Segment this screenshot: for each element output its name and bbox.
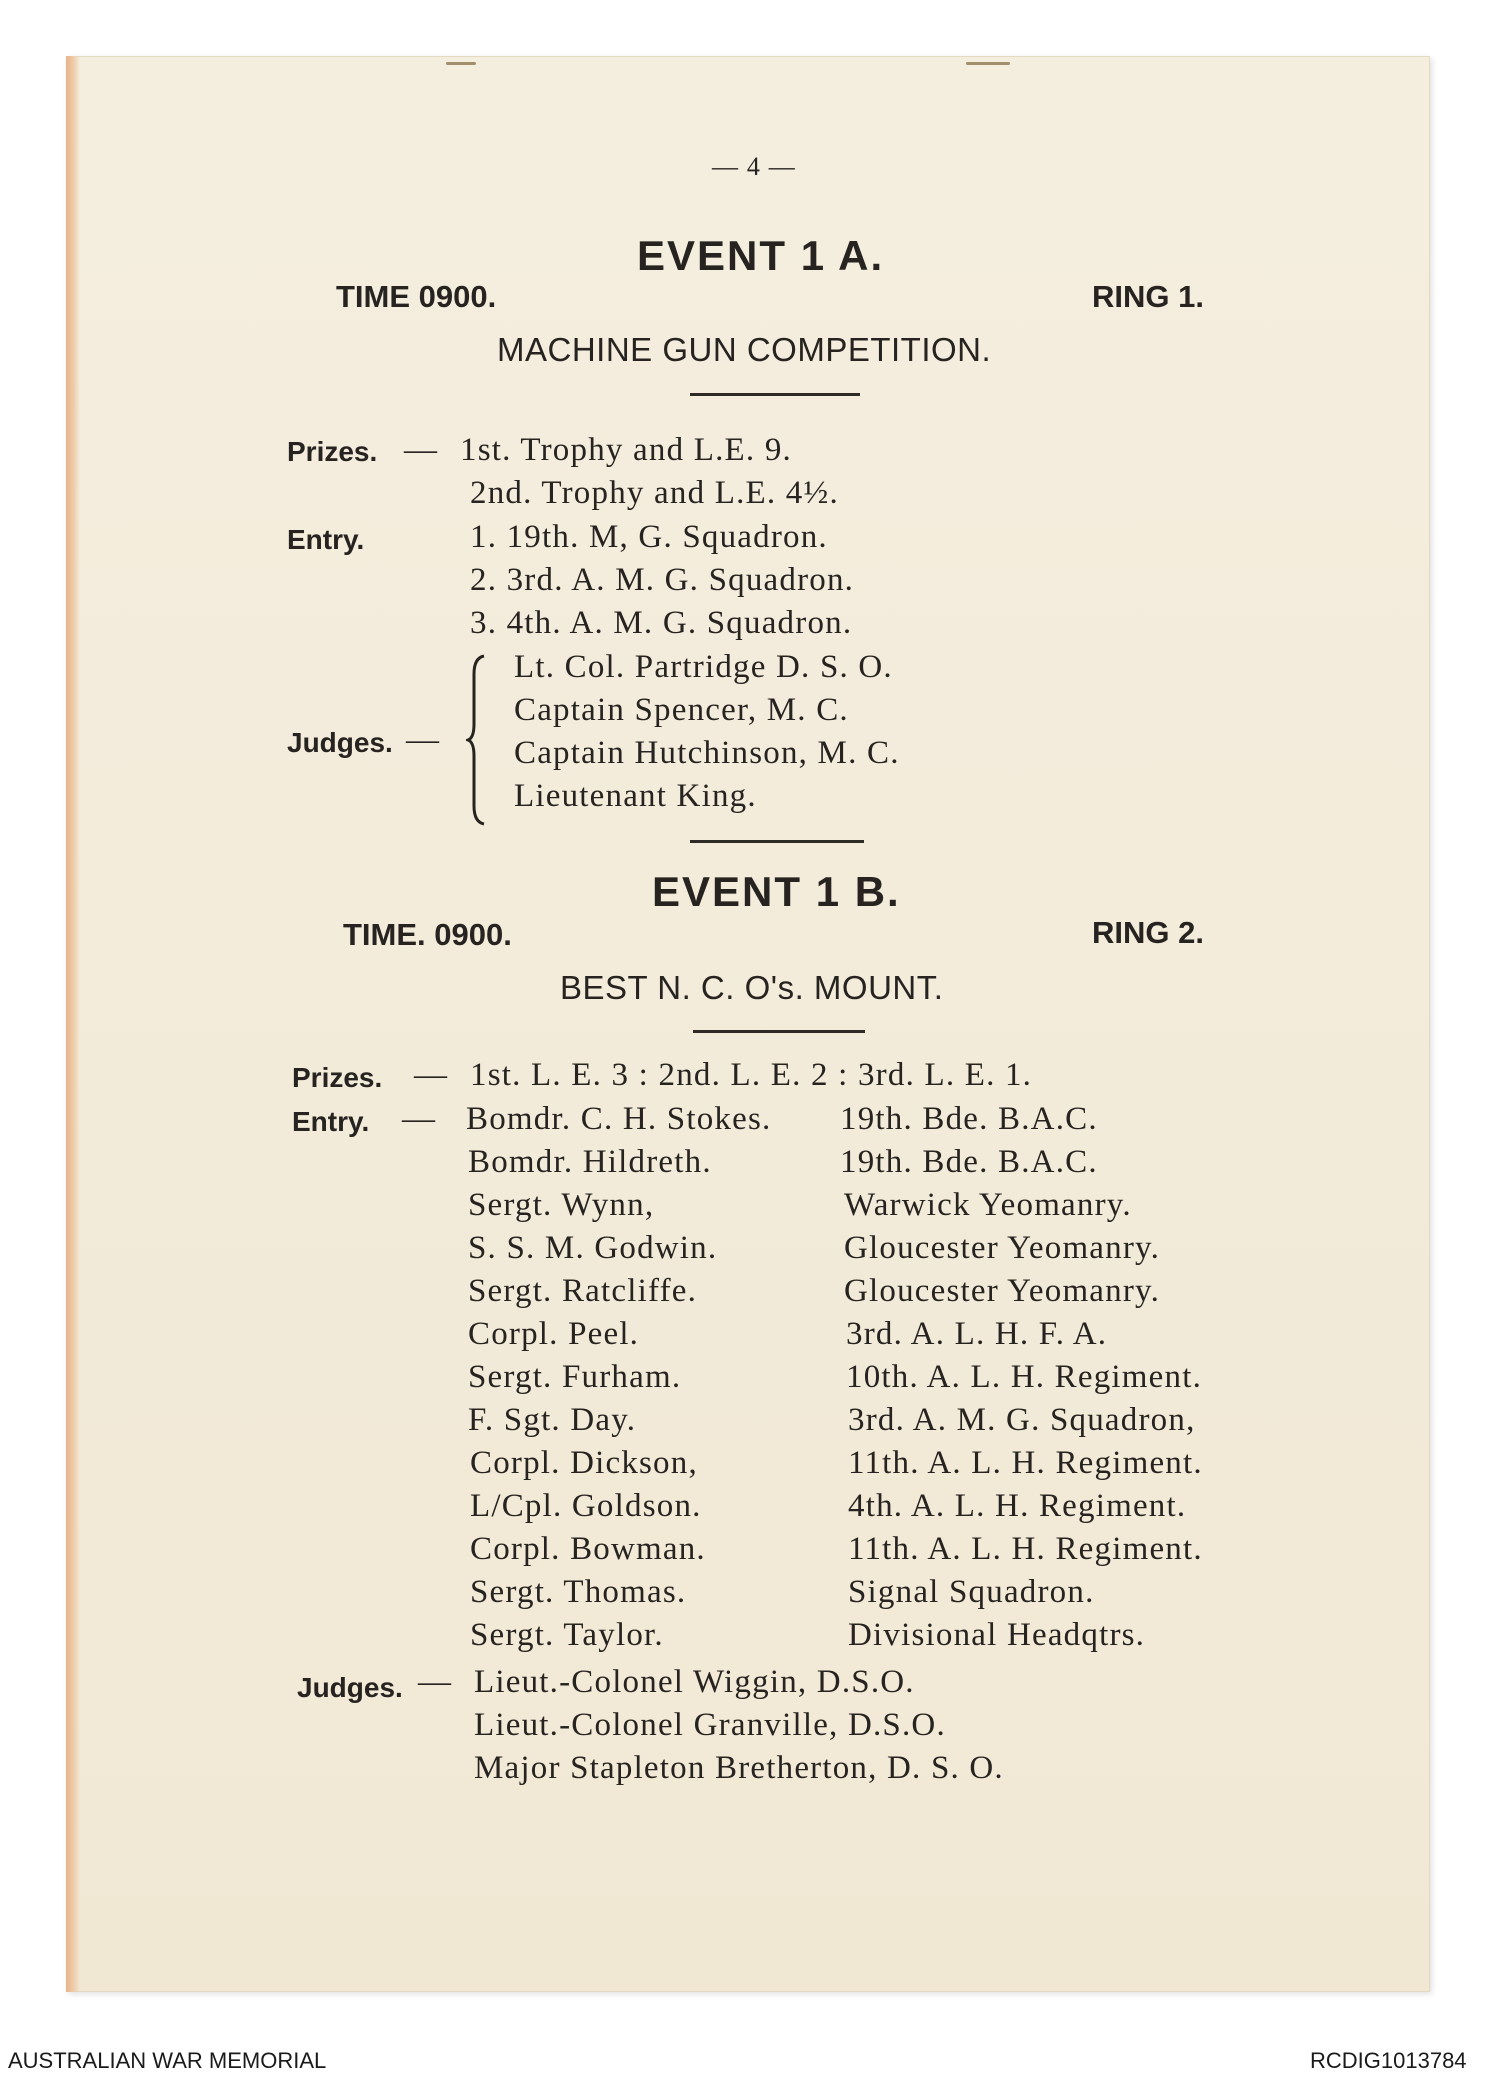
event-1a-time: TIME 0900. [336,279,497,314]
entry-unit: Signal Squadron. [848,1574,1095,1610]
event-1a-ring: RING 1. [1092,279,1204,314]
entry-unit: 19th. Bde. B.A.C. [840,1144,1098,1180]
entry-name: Bomdr. Hildreth. [468,1144,712,1180]
event-1a-competition: MACHINE GUN COMPETITION. [497,331,992,368]
dash: — [404,432,439,468]
judges-label: Judges. [297,1672,403,1703]
entry-name: Sergt. Ratcliffe. [468,1273,698,1309]
prize-line: 2nd. Trophy and L.E. 4½. [470,475,839,511]
judge-name: Lieut.-Colonel Granville, D.S.O. [474,1707,946,1743]
entry-unit: Gloucester Yeomanry. [844,1230,1161,1266]
entry-name: Corpl. Dickson, [470,1445,698,1481]
entry-label: Entry. [287,524,365,555]
judge-name: Lieutenant King. [514,778,757,814]
entry-unit: Warwick Yeomanry. [844,1187,1132,1223]
entry-name: L/Cpl. Goldson. [470,1488,702,1524]
divider [690,840,864,843]
entry-name: Sergt. Furham. [468,1359,682,1395]
entry-name: Sergt. Thomas. [470,1574,687,1610]
prizes-label: Prizes. [287,436,378,467]
staple-mark [966,62,1010,65]
dash: — [414,1057,449,1093]
judges-label: Judges. [287,727,393,758]
page-edge [66,56,80,1992]
divider [690,393,860,396]
entry-name: S. S. M. Godwin. [468,1230,718,1266]
prize-line: 1st. L. E. 3 : 2nd. L. E. 2 : 3rd. L. E. 1. [470,1057,1033,1093]
entry-line: 3. 4th. A. M. G. Squadron. [470,605,853,641]
judge-name: Captain Hutchinson, M. C. [514,735,900,771]
event-1b-title: EVENT 1 B. [652,868,901,915]
entry-unit: 4th. A. L. H. Regiment. [848,1488,1187,1524]
entry-label: Entry. [292,1106,370,1137]
staple-mark [446,62,476,65]
judges-brace [466,654,490,826]
entry-unit: 11th. A. L. H. Regiment. [848,1445,1203,1481]
entry-name: Sergt. Wynn, [468,1187,655,1223]
prize-line: 1st. Trophy and L.E. 9. [460,432,792,468]
event-1b-ring: RING 2. [1092,915,1204,950]
dash: — [418,1664,453,1700]
event-1b-time: TIME. 0900. [343,917,512,952]
entry-unit: 10th. A. L. H. Regiment. [846,1359,1203,1395]
entry-unit: 3rd. A. L. H. F. A. [846,1316,1108,1352]
dash: — [402,1101,437,1137]
footer-source: AUSTRALIAN WAR MEMORIAL [8,2048,327,2073]
entry-name: Corpl. Bowman. [470,1531,706,1567]
prizes-label: Prizes. [292,1062,383,1093]
divider [693,1030,865,1033]
entry-unit: Gloucester Yeomanry. [844,1273,1161,1309]
entry-line: 1. 19th. M, G. Squadron. [470,519,828,555]
judge-name: Major Stapleton Bretherton, D. S. O. [474,1750,1004,1786]
entry-name: Corpl. Peel. [468,1316,640,1352]
entry-unit: 11th. A. L. H. Regiment. [848,1531,1203,1567]
event-1a-title: EVENT 1 A. [637,232,885,279]
entry-name: Bomdr. C. H. Stokes. [466,1101,772,1137]
judge-name: Lt. Col. Partridge D. S. O. [514,649,893,685]
dash: — [406,722,441,758]
footer-id: RCDIG1013784 [1310,2048,1467,2073]
entry-name: F. Sgt. Day. [468,1402,637,1438]
page-number: — 4 — [712,152,796,181]
judge-name: Lieut.-Colonel Wiggin, D.S.O. [474,1664,915,1700]
entry-name: Sergt. Taylor. [470,1617,664,1653]
entry-unit: Divisional Headqtrs. [848,1617,1146,1653]
entry-unit: 19th. Bde. B.A.C. [840,1101,1098,1137]
entry-line: 2. 3rd. A. M. G. Squadron. [470,562,855,598]
event-1b-competition: BEST N. C. O's. MOUNT. [560,969,944,1006]
judge-name: Captain Spencer, M. C. [514,692,849,728]
entry-unit: 3rd. A. M. G. Squadron, [848,1402,1196,1438]
